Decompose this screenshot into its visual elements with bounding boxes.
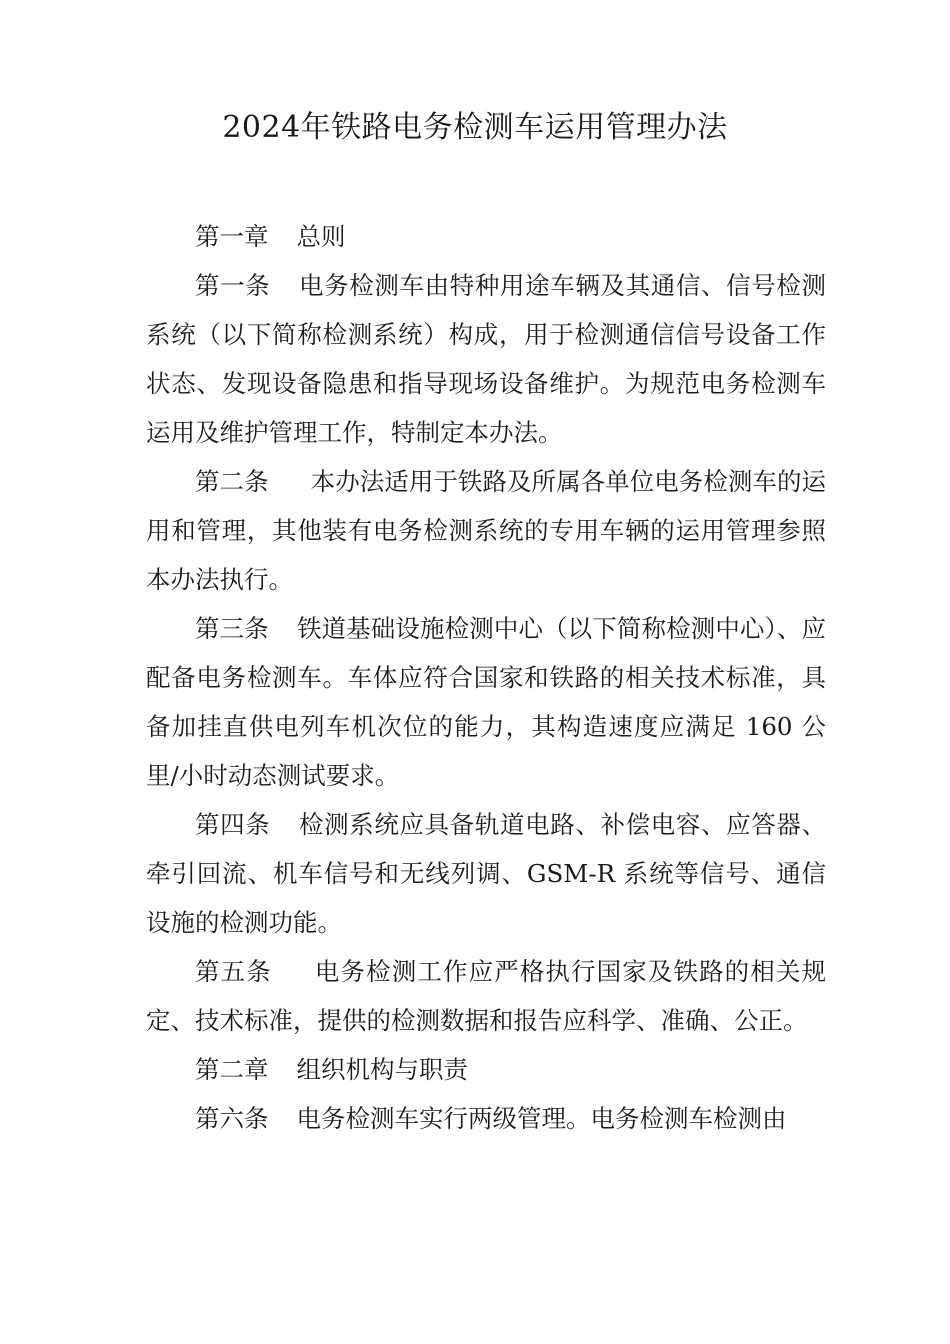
document-title: 2024年铁路电务检测车运用管理办法 [222,110,728,145]
document-body [146,212,826,1143]
article-text: 铁道基础设施检测中心（以下简称检测中心）、应配备电务检测车。车体应符合国家和铁路的相关技术标准，具备加挂直供电列车机次位的能力，其构造速度应满足 160 公里/小时动态测试要求。 [146,614,827,790]
chapter-number: 第一章 [195,222,269,251]
chapter-title: 组织机构与职责 [296,1055,468,1084]
article-paragraph [146,800,826,947]
article-paragraph [146,261,826,457]
chapter-heading [146,1045,826,1094]
article-text: 检测系统应具备轨道电路、补偿电容、应答器、牵引回流、机车信号和无线列调、GSM-R 系统等信号、通信设施的检测功能。 [146,810,826,937]
article-text: 电务检测工作应严格执行国家及铁路的相关规定、技术标准，提供的检测数据和报告应科学、准确、公正。 [146,957,826,1035]
article-number: 第六条 [195,1104,269,1133]
chapter-number: 第二章 [195,1055,269,1084]
chapter-heading [146,212,826,261]
article-paragraph [146,604,826,800]
article-number: 第二条 [195,467,269,496]
article-paragraph [146,947,826,1045]
chapter-title: 总则 [296,222,346,251]
article-number: 第三条 [195,614,269,643]
article-number: 第一条 [195,271,271,300]
article-paragraph [146,457,826,604]
article-text: 本办法适用于铁路及所属各单位电务检测车的运用和管理，其他装有电务检测系统的专用车辆的运用管理参照本办法执行。 [146,467,826,594]
article-text: 电务检测车实行两级管理。电务检测车检测由 [296,1104,787,1133]
article-number: 第五条 [195,957,272,986]
article-paragraph [146,1094,826,1143]
article-text: 电务检测车由特种用途车辆及其通信、信号检测系统（以下简称检测系统）构成，用于检测通信信号设备工作状态、发现设备隐患和指导现场设备维护。为规范电务检测车运用及维护管理工作，特制定本办法。 [146,271,826,447]
article-number: 第四条 [195,810,271,839]
